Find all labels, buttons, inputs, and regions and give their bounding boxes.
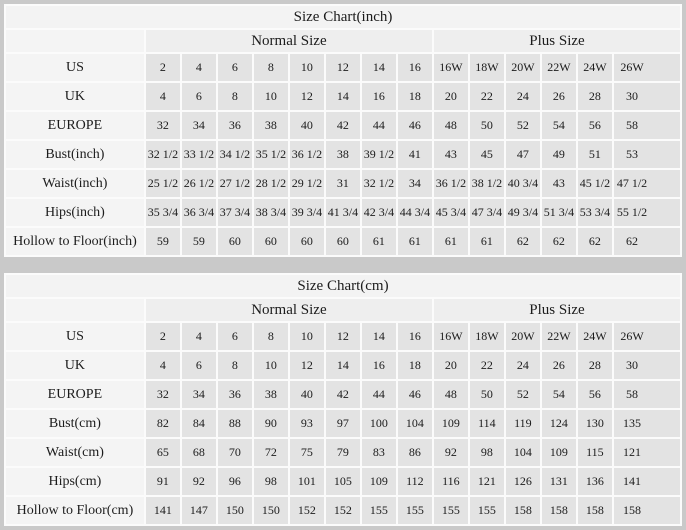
value-cell: 18 (397, 82, 433, 111)
value-cell: 68 (181, 438, 217, 467)
value-cell: 4 (181, 53, 217, 82)
value-cell: 33 1/2 (181, 140, 217, 169)
table-row-bust-cm (5, 409, 681, 438)
row-label-us: US (5, 322, 145, 351)
value-cell: 58 (613, 380, 681, 409)
value-cell: 42 (325, 380, 361, 409)
value-cell: 36 1/2 (433, 169, 469, 198)
value-cell: 62 (613, 227, 681, 256)
value-cell: 61 (397, 227, 433, 256)
value-cell: 58 (613, 111, 681, 140)
value-cell: 47 1/2 (613, 169, 681, 198)
value-cell: 158 (505, 496, 541, 525)
value-cell: 38 1/2 (469, 169, 505, 198)
value-cell: 2 (145, 53, 181, 82)
value-cell: 22W (541, 322, 577, 351)
table-row-europe (5, 380, 681, 409)
value-cell: 30 (613, 351, 681, 380)
value-cell: 28 (577, 351, 613, 380)
value-cell: 59 (145, 227, 181, 256)
value-cell: 10 (289, 53, 325, 82)
value-cell: 79 (325, 438, 361, 467)
value-cell: 112 (397, 467, 433, 496)
value-cell: 24W (577, 322, 613, 351)
value-cell: 8 (217, 82, 253, 111)
value-cell: 155 (361, 496, 397, 525)
value-cell: 22 (469, 351, 505, 380)
row-label-bust-cm: Bust(cm) (5, 409, 145, 438)
value-cell: 158 (541, 496, 577, 525)
value-cell: 150 (217, 496, 253, 525)
value-cell: 158 (577, 496, 613, 525)
value-cell: 31 (325, 169, 361, 198)
value-cell: 119 (505, 409, 541, 438)
column-group-row (5, 298, 681, 322)
value-cell: 12 (289, 351, 325, 380)
value-cell: 16 (397, 53, 433, 82)
value-cell: 49 (541, 140, 577, 169)
table-title: Size Chart(inch) (5, 5, 681, 29)
value-cell: 49 3/4 (505, 198, 541, 227)
value-cell: 36 (217, 111, 253, 140)
value-cell: 61 (361, 227, 397, 256)
table-row-hollow-to-floor-cm (5, 496, 681, 525)
value-cell: 6 (217, 322, 253, 351)
column-group-normal-size: Normal Size (145, 29, 433, 53)
value-cell: 40 (289, 380, 325, 409)
value-cell: 70 (217, 438, 253, 467)
value-cell: 14 (361, 322, 397, 351)
value-cell: 65 (145, 438, 181, 467)
value-cell: 26 (541, 351, 577, 380)
row-label-hips-inch: Hips(inch) (5, 198, 145, 227)
value-cell: 60 (217, 227, 253, 256)
row-label-hollow-to-floor-cm: Hollow to Floor(cm) (5, 496, 145, 525)
corner-cell (5, 298, 145, 322)
value-cell: 54 (541, 111, 577, 140)
value-cell: 39 1/2 (361, 140, 397, 169)
value-cell: 4 (145, 82, 181, 111)
value-cell: 29 1/2 (289, 169, 325, 198)
value-cell: 18W (469, 322, 505, 351)
value-cell: 91 (145, 467, 181, 496)
value-cell: 150 (253, 496, 289, 525)
value-cell: 28 1/2 (253, 169, 289, 198)
size-chart-inch-table (4, 4, 682, 257)
value-cell: 46 (397, 111, 433, 140)
value-cell: 72 (253, 438, 289, 467)
value-cell: 75 (289, 438, 325, 467)
value-cell: 16W (433, 53, 469, 82)
value-cell: 34 (397, 169, 433, 198)
value-cell: 20W (505, 53, 541, 82)
value-cell: 155 (397, 496, 433, 525)
row-label-europe: EUROPE (5, 111, 145, 140)
value-cell: 61 (433, 227, 469, 256)
value-cell: 8 (217, 351, 253, 380)
value-cell: 93 (289, 409, 325, 438)
corner-cell (5, 29, 145, 53)
value-cell: 45 (469, 140, 505, 169)
value-cell: 101 (289, 467, 325, 496)
value-cell: 109 (541, 438, 577, 467)
value-cell: 141 (145, 496, 181, 525)
value-cell: 16 (397, 322, 433, 351)
value-cell: 38 (253, 380, 289, 409)
value-cell: 86 (397, 438, 433, 467)
value-cell: 42 3/4 (361, 198, 397, 227)
value-cell: 83 (361, 438, 397, 467)
value-cell: 44 (361, 380, 397, 409)
value-cell: 50 (469, 380, 505, 409)
value-cell: 98 (469, 438, 505, 467)
value-cell: 100 (361, 409, 397, 438)
value-cell: 6 (181, 82, 217, 111)
value-cell: 47 (505, 140, 541, 169)
value-cell: 147 (181, 496, 217, 525)
value-cell: 24W (577, 53, 613, 82)
table-row-us (5, 53, 681, 82)
table-title-row (5, 274, 681, 298)
value-cell: 56 (577, 380, 613, 409)
row-label-bust-inch: Bust(inch) (5, 140, 145, 169)
value-cell: 121 (613, 438, 681, 467)
value-cell: 44 (361, 111, 397, 140)
value-cell: 16W (433, 322, 469, 351)
value-cell: 53 (613, 140, 681, 169)
value-cell: 24 (505, 351, 541, 380)
value-cell: 62 (505, 227, 541, 256)
value-cell: 96 (217, 467, 253, 496)
row-label-uk: UK (5, 82, 145, 111)
value-cell: 37 3/4 (217, 198, 253, 227)
value-cell: 82 (145, 409, 181, 438)
table-row-hips-cm (5, 467, 681, 496)
value-cell: 26W (613, 53, 681, 82)
value-cell: 98 (253, 467, 289, 496)
value-cell: 41 (397, 140, 433, 169)
value-cell: 4 (145, 351, 181, 380)
value-cell: 51 3/4 (541, 198, 577, 227)
value-cell: 26 (541, 82, 577, 111)
value-cell: 12 (325, 53, 361, 82)
value-cell: 92 (433, 438, 469, 467)
row-label-hollow-to-floor-inch: Hollow to Floor(inch) (5, 227, 145, 256)
value-cell: 20 (433, 351, 469, 380)
value-cell: 25 1/2 (145, 169, 181, 198)
value-cell: 34 (181, 111, 217, 140)
value-cell: 130 (577, 409, 613, 438)
value-cell: 92 (181, 467, 217, 496)
table-row-hollow-to-floor-inch (5, 227, 681, 256)
value-cell: 43 (541, 169, 577, 198)
value-cell: 54 (541, 380, 577, 409)
value-cell: 10 (253, 82, 289, 111)
table-row-us (5, 322, 681, 351)
value-cell: 50 (469, 111, 505, 140)
value-cell: 48 (433, 380, 469, 409)
value-cell: 60 (325, 227, 361, 256)
value-cell: 97 (325, 409, 361, 438)
value-cell: 8 (253, 53, 289, 82)
value-cell: 53 3/4 (577, 198, 613, 227)
value-cell: 104 (397, 409, 433, 438)
value-cell: 10 (289, 322, 325, 351)
row-label-waist-cm: Waist(cm) (5, 438, 145, 467)
value-cell: 26 1/2 (181, 169, 217, 198)
value-cell: 90 (253, 409, 289, 438)
value-cell: 84 (181, 409, 217, 438)
value-cell: 104 (505, 438, 541, 467)
value-cell: 36 3/4 (181, 198, 217, 227)
value-cell: 121 (469, 467, 505, 496)
value-cell: 60 (289, 227, 325, 256)
row-label-europe: EUROPE (5, 380, 145, 409)
value-cell: 32 (145, 111, 181, 140)
table-row-uk (5, 82, 681, 111)
value-cell: 12 (325, 322, 361, 351)
value-cell: 35 1/2 (253, 140, 289, 169)
value-cell: 45 1/2 (577, 169, 613, 198)
value-cell: 6 (181, 351, 217, 380)
value-cell: 28 (577, 82, 613, 111)
value-cell: 115 (577, 438, 613, 467)
value-cell: 16 (361, 351, 397, 380)
table-row-bust-inch (5, 140, 681, 169)
value-cell: 45 3/4 (433, 198, 469, 227)
column-group-normal-size: Normal Size (145, 298, 433, 322)
value-cell: 36 1/2 (289, 140, 325, 169)
column-group-plus-size: Plus Size (433, 29, 681, 53)
value-cell: 136 (577, 467, 613, 496)
value-cell: 126 (505, 467, 541, 496)
value-cell: 61 (469, 227, 505, 256)
value-cell: 4 (181, 322, 217, 351)
value-cell: 6 (217, 53, 253, 82)
value-cell: 41 3/4 (325, 198, 361, 227)
value-cell: 26W (613, 322, 681, 351)
table-title-row (5, 5, 681, 29)
value-cell: 114 (469, 409, 505, 438)
value-cell: 10 (253, 351, 289, 380)
value-cell: 18W (469, 53, 505, 82)
value-cell: 152 (289, 496, 325, 525)
table-row-waist-cm (5, 438, 681, 467)
value-cell: 8 (253, 322, 289, 351)
value-cell: 88 (217, 409, 253, 438)
value-cell: 14 (325, 82, 361, 111)
value-cell: 30 (613, 82, 681, 111)
value-cell: 22W (541, 53, 577, 82)
value-cell: 62 (577, 227, 613, 256)
size-chart-cm-table (4, 273, 682, 526)
value-cell: 155 (433, 496, 469, 525)
value-cell: 131 (541, 467, 577, 496)
row-label-hips-cm: Hips(cm) (5, 467, 145, 496)
column-group-plus-size: Plus Size (433, 298, 681, 322)
value-cell: 20W (505, 322, 541, 351)
value-cell: 155 (469, 496, 505, 525)
value-cell: 59 (181, 227, 217, 256)
value-cell: 38 (325, 140, 361, 169)
value-cell: 116 (433, 467, 469, 496)
value-cell: 109 (361, 467, 397, 496)
value-cell: 35 3/4 (145, 198, 181, 227)
value-cell: 14 (325, 351, 361, 380)
value-cell: 22 (469, 82, 505, 111)
table-title: Size Chart(cm) (5, 274, 681, 298)
value-cell: 48 (433, 111, 469, 140)
row-label-waist-inch: Waist(inch) (5, 169, 145, 198)
table-row-waist-inch (5, 169, 681, 198)
value-cell: 141 (613, 467, 681, 496)
value-cell: 44 3/4 (397, 198, 433, 227)
value-cell: 32 1/2 (145, 140, 181, 169)
value-cell: 40 3/4 (505, 169, 541, 198)
value-cell: 24 (505, 82, 541, 111)
column-group-row (5, 29, 681, 53)
value-cell: 105 (325, 467, 361, 496)
value-cell: 12 (289, 82, 325, 111)
value-cell: 43 (433, 140, 469, 169)
value-cell: 109 (433, 409, 469, 438)
value-cell: 124 (541, 409, 577, 438)
value-cell: 60 (253, 227, 289, 256)
value-cell: 32 (145, 380, 181, 409)
table-row-europe (5, 111, 681, 140)
value-cell: 56 (577, 111, 613, 140)
value-cell: 152 (325, 496, 361, 525)
value-cell: 39 3/4 (289, 198, 325, 227)
value-cell: 55 1/2 (613, 198, 681, 227)
value-cell: 158 (613, 496, 681, 525)
value-cell: 36 (217, 380, 253, 409)
row-label-uk: UK (5, 351, 145, 380)
value-cell: 62 (541, 227, 577, 256)
value-cell: 46 (397, 380, 433, 409)
value-cell: 51 (577, 140, 613, 169)
value-cell: 18 (397, 351, 433, 380)
value-cell: 52 (505, 111, 541, 140)
value-cell: 27 1/2 (217, 169, 253, 198)
value-cell: 14 (361, 53, 397, 82)
value-cell: 38 3/4 (253, 198, 289, 227)
table-row-hips-inch (5, 198, 681, 227)
value-cell: 52 (505, 380, 541, 409)
row-label-us: US (5, 53, 145, 82)
value-cell: 20 (433, 82, 469, 111)
value-cell: 40 (289, 111, 325, 140)
table-row-uk (5, 351, 681, 380)
value-cell: 32 1/2 (361, 169, 397, 198)
value-cell: 16 (361, 82, 397, 111)
value-cell: 2 (145, 322, 181, 351)
value-cell: 42 (325, 111, 361, 140)
value-cell: 38 (253, 111, 289, 140)
value-cell: 135 (613, 409, 681, 438)
value-cell: 47 3/4 (469, 198, 505, 227)
value-cell: 34 (181, 380, 217, 409)
value-cell: 34 1/2 (217, 140, 253, 169)
